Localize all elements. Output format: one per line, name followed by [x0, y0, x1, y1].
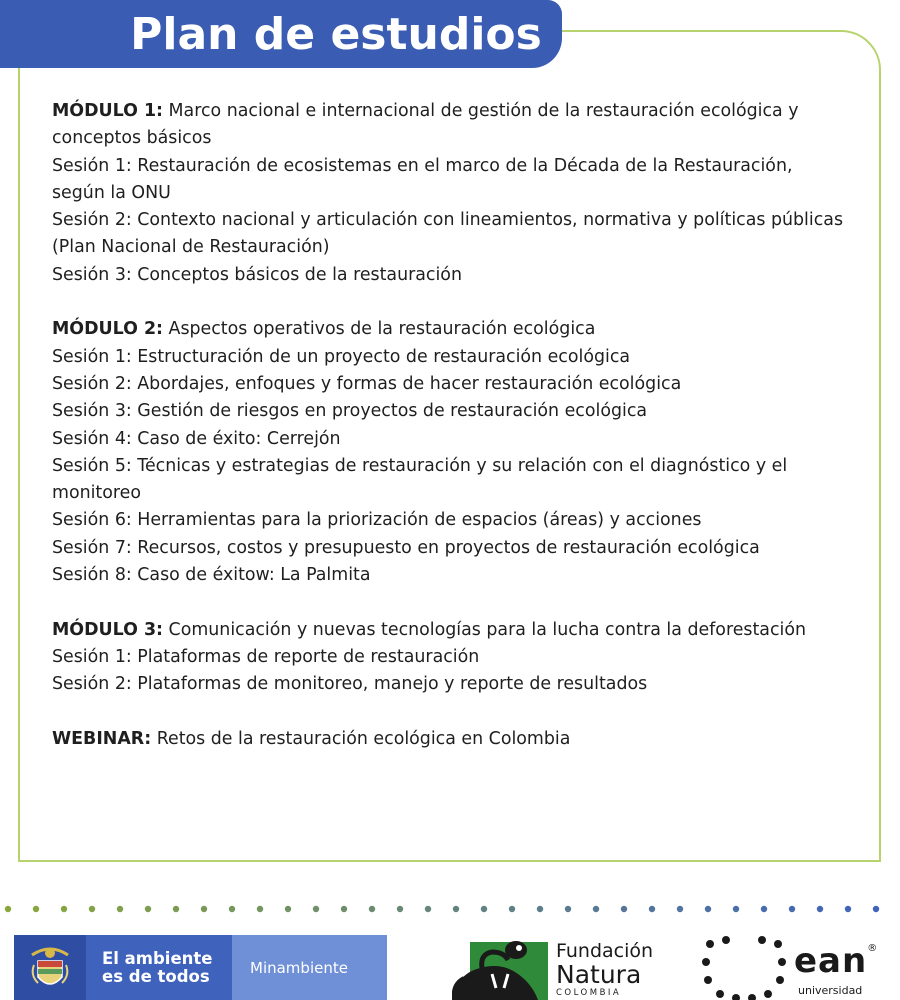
divider-dot — [481, 906, 487, 912]
session-item: Sesión 7: Recursos, costos y presupuesto en proyectos de restauración ecológica — [52, 537, 760, 558]
ministry-name: Minambiente — [232, 935, 387, 1000]
module-label: MÓDULO 1: — [52, 101, 164, 121]
page-title: Plan de estudios — [130, 8, 542, 60]
module-heading — [52, 316, 852, 343]
module-label: MÓDULO 3: — [52, 619, 164, 640]
divider-dot — [229, 906, 235, 912]
divider-dot — [593, 906, 599, 912]
gov-slogan-line: es de todos — [102, 966, 210, 986]
dotted-divider — [0, 903, 900, 915]
webinar — [52, 726, 852, 753]
divider-dot — [873, 906, 879, 912]
session-item: Sesión 1: Restauración de ecosistemas en el marco de la Década de la Restauración, — [52, 155, 793, 176]
divider-dot — [761, 906, 767, 912]
session-item: Sesión 2: Contexto nacional y articulación con lineamientos, normativa y políticas públicas (Plan Nacional de Restauración) — [52, 210, 844, 258]
session-item: Sesión 5: Técnicas y estrategias de restauración y su relación con el diagnóstico y el monitoreo — [52, 455, 788, 504]
webinar-label: WEBINAR: — [52, 728, 152, 749]
ean-university-logo — [702, 934, 892, 1000]
module-heading — [52, 617, 852, 644]
divider-dot — [397, 906, 403, 912]
title-banner — [0, 0, 562, 68]
webinar-heading — [52, 726, 852, 753]
dotted-circle-icon — [702, 934, 788, 1000]
module-heading — [52, 98, 852, 153]
natura-line: COLOMBIA — [556, 988, 622, 998]
session-item: Sesión 1: Estructuración de un proyecto de restauración ecológica — [52, 346, 631, 367]
session-item: Sesión 6: Herramientas para la priorización de espacios (áreas) y acciones — [52, 510, 702, 531]
divider-dot — [565, 906, 571, 912]
divider-dot — [341, 906, 347, 912]
session-item: Sesión 3: Gestión de riesgos en proyectos de restauración ecológica — [52, 401, 648, 422]
session-item: Sesión 8: Caso de éxitow: La Palmita — [52, 565, 371, 586]
ean-subtitle: universidad — [798, 984, 863, 997]
registered-mark: ® — [867, 943, 879, 954]
divider-dot — [621, 906, 627, 912]
natura-line: Natura — [556, 960, 642, 989]
module-label: MÓDULO 2: — [52, 319, 164, 340]
divider-dot — [33, 906, 39, 912]
module-title: Aspectos operativos de la restauración ecológica — [168, 319, 596, 340]
divider-dot — [61, 906, 67, 912]
divider-dot — [509, 906, 515, 912]
divider-dot — [89, 906, 95, 912]
divider-dot — [201, 906, 207, 912]
module-1 — [52, 98, 852, 289]
monkey-logo-icon — [452, 934, 552, 1000]
coat-of-arms-icon — [14, 935, 86, 1000]
divider-dot — [733, 906, 739, 912]
module-2 — [52, 316, 852, 589]
divider-dot — [425, 906, 431, 912]
divider-dot — [677, 906, 683, 912]
session-item: Sesión 2: Plataformas de monitoreo, manejo y reporte de resultados — [52, 674, 648, 695]
gov-slogan — [86, 935, 232, 1000]
ean-wordmark — [794, 941, 879, 981]
natura-line: Fundación — [556, 940, 654, 962]
divider-dot — [845, 906, 851, 912]
module-title: Comunicación y nuevas tecnologías para la lucha contra la deforestación — [168, 619, 806, 640]
divider-dot — [705, 906, 711, 912]
divider-dot — [649, 906, 655, 912]
module-title: Marco nacional e internacional de gestión de la restauración ecológica y conceptos básicos — [52, 101, 799, 149]
divider-dot — [537, 906, 543, 912]
divider-dot — [257, 906, 263, 912]
divider-dot — [817, 906, 823, 912]
divider-dot — [369, 906, 375, 912]
session-item: según la ONU — [52, 182, 171, 203]
footer-logos — [0, 930, 900, 1000]
curriculum-content — [52, 98, 852, 780]
divider-dot — [285, 906, 291, 912]
session-item: Sesión 4: Caso de éxito: Cerrejón — [52, 428, 341, 449]
gov-slogan-line: El ambiente — [102, 948, 213, 968]
government-logo — [14, 935, 387, 1000]
divider-dot — [173, 906, 179, 912]
module-3 — [52, 617, 852, 699]
session-item: Sesión 2: Abordajes, enfoques y formas de hacer restauración ecológica — [52, 373, 682, 394]
divider-dot — [313, 906, 319, 912]
divider-dot — [145, 906, 151, 912]
fundacion-natura-logo — [452, 934, 652, 1000]
divider-dot — [117, 906, 123, 912]
ean-word: ean — [794, 941, 868, 981]
divider-dot — [789, 906, 795, 912]
session-item: Sesión 3: Conceptos básicos de la restauración — [52, 264, 462, 285]
divider-dot — [5, 906, 11, 912]
natura-wordmark — [556, 942, 653, 998]
webinar-title: Retos de la restauración ecológica en Colombia — [156, 728, 571, 749]
session-item: Sesión 1: Plataformas de reporte de restauración — [52, 646, 480, 667]
divider-dot — [453, 906, 459, 912]
